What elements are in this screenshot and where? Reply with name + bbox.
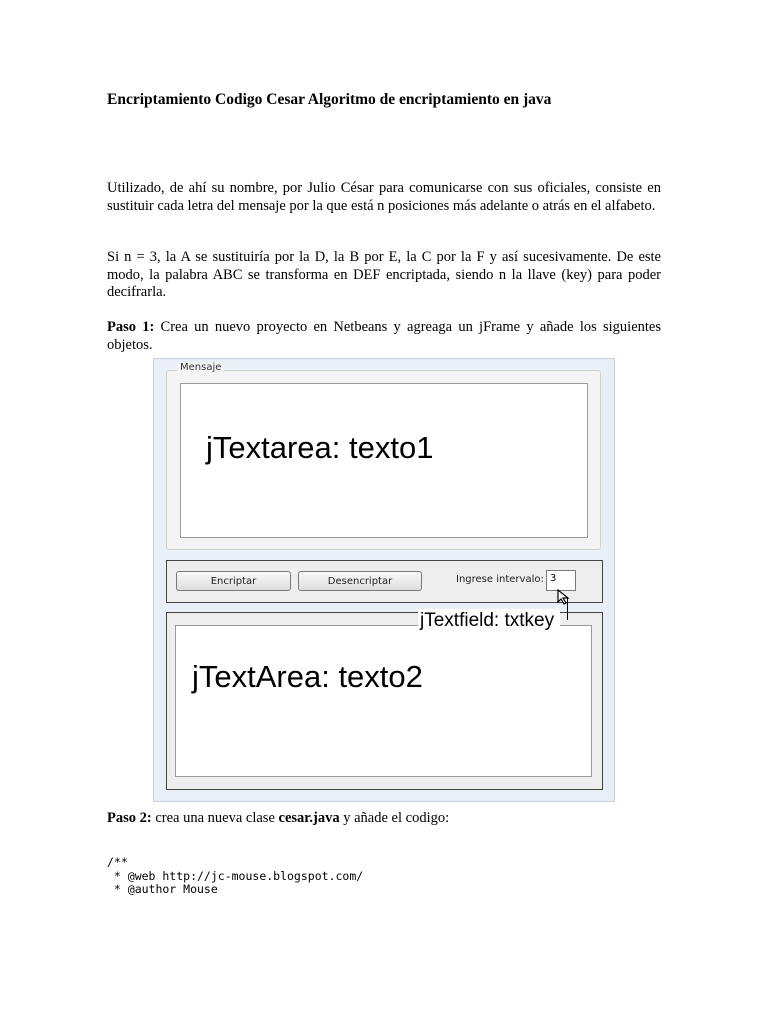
interval-textfield: 3 [546,570,576,591]
code-line: /** [107,855,128,869]
code-block [107,856,363,897]
example-paragraph: Si n = 3, la A se sustituiría por la D, la B por E, la C por la F y así sucesivamente. De este modo, la palabra ABC se transforma en DEF encriptada, siendo n la llave (key) para poder decifrarla. [107,249,661,300]
step2-text-b: y añade el codigo: [339,810,450,826]
textarea1-annotation: jTextarea: texto1 [206,430,434,465]
step2-label: Paso 2: [107,810,152,826]
step2-text-a: crea una nueva clase [151,810,279,826]
intro-paragraph: Utilizado, de ahí su nombre, por Julio César para comunicarse con sus oficiales, consiste en sustituir cada letra del mensaje por la que está n posiciones más adelante o atrás en el alfabeto. [107,180,661,214]
mouse-cursor-icon [557,589,571,610]
code-line: * @web http://jc-mouse.blogspot.com/ [107,868,364,883]
step2-paragraph [107,810,661,828]
encrypt-button: Encriptar [176,571,291,591]
interval-label: Ingrese intervalo: [456,574,544,585]
step1-text: Crea un nuevo proyecto en Netbeans y agreaga un jFrame y añade los siguientes objetos. [107,319,661,353]
document-title: Encriptamiento Codigo Cesar Algoritmo de encriptamiento en java [107,91,552,108]
code-line: * @author Mouse [107,882,218,896]
step2-class-name: cesar.java [278,810,340,826]
step1-label: Paso 1: [107,319,155,335]
message-panel-title: Mensaje [177,362,224,373]
textarea-texto2 [175,625,592,777]
step1-paragraph [107,319,661,354]
textarea2-annotation: jTextArea: texto2 [192,659,423,694]
textfield-callout: jTextfield: txtkey [418,609,560,633]
decrypt-button: Desencriptar [298,571,422,591]
